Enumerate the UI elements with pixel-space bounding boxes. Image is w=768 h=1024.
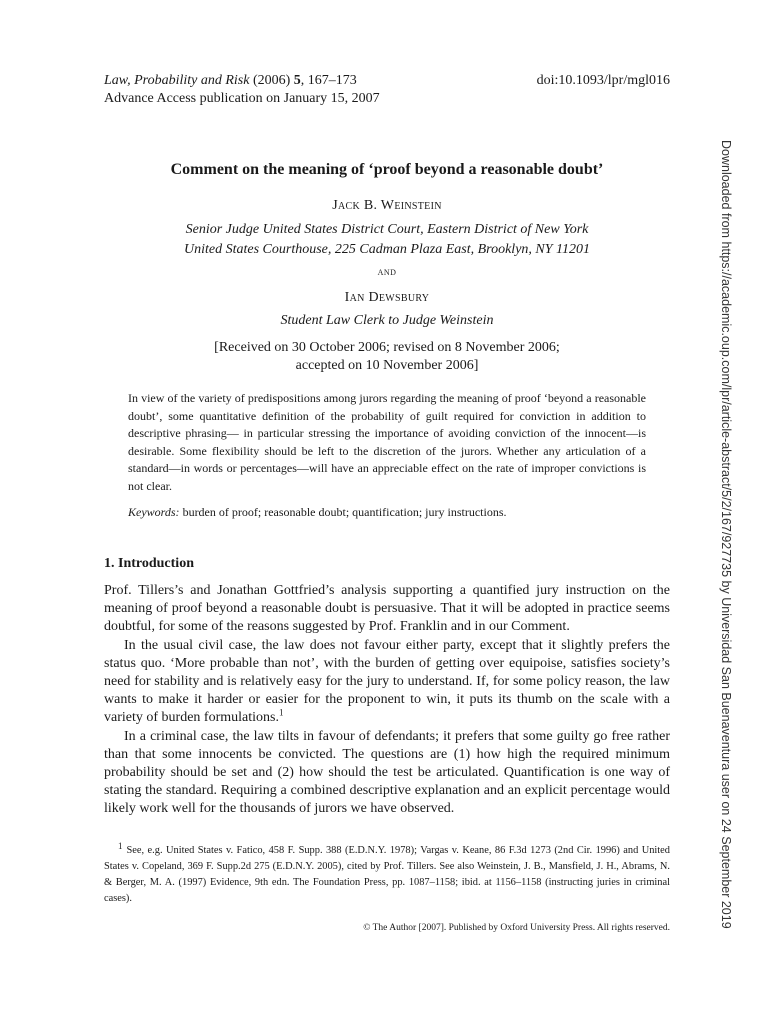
journal-year: (2006): [252, 73, 291, 88]
paragraph-2-text: In the usual civil case, the law does not favour either party, except that it slightly prefers the status quo. ‘More probable than not’, with the burden of getting over equipoise, satisfies society’s need for stability and is relatively easy for the jury to understand. If, for some policy reason, the law wants to make it harder or easier for the proponent to win, it puts its thumb on the scale with a variety of burden formulations.: [104, 637, 670, 726]
article-title: Comment on the meaning of ‘proof beyond a reasonable doubt’: [170, 161, 604, 178]
author-affiliation-1: [104, 220, 670, 260]
journal-line: Law, Probability and Risk (2006) 5, 167–173: [104, 73, 357, 88]
affiliation-line-1: Senior Judge United States District Court, Eastern District of New York: [185, 222, 589, 237]
received-line-1: [Received on 30 October 2006; revised on 8 November 2006;: [214, 340, 560, 355]
paragraph-3: In a criminal case, the law tilts in favour of defendants; it prefers that some guilty go free rather than that some innocents be convicted. The questions are (1) how high the required minimum probability should be set and (2) how should the test be articulated. Quantification is one way of stating the standard. Requiring a combined descriptive explanation and an explicit percentage would likely work well for the thousands of jurors we have observed.: [104, 728, 670, 817]
author-conjunction: and: [377, 266, 397, 278]
journal-citation: [104, 72, 380, 108]
author-name-2: Ian Dewsbury: [344, 290, 430, 305]
keywords: [128, 504, 646, 520]
download-watermark: Downloaded from https://academic.oup.com/lpr/article-abstract/5/2/167/927735 by Universidad San Buenaventura user on 24 September 2019: [719, 140, 733, 929]
journal-volume: 5: [293, 73, 301, 88]
body-text: [104, 582, 670, 819]
author-affiliation-2: Student Law Clerk to Judge Weinstein: [280, 313, 494, 328]
affiliation-line-2: United States Courthouse, 225 Cadman Plaza East, Brooklyn, NY 11201: [184, 242, 590, 257]
abstract: In view of the variety of predispositions among jurors regarding the meaning of proof ‘beyond a reasonable doubt’, some quantitative definition of the probability of guilt required for conviction in addition to descriptive phrasing— in particular stressing the importance of avoiding conviction of the innocent—is desirable. Some flexibility should be left to the discretion of the jurors. Whether any articulation of a standard—in words or percentages—will have an appreciable effect on the rate of improper convictions is not clear.: [128, 391, 646, 493]
footnote-text: See, e.g. United States v. Fatico, 458 F. Supp. 388 (E.D.N.Y. 1978); Vargas v. Keane, 86 F.3d 1273 (2nd Cir. 1996) and United States v. Copeland, 369 F. Supp.2d 275 (E.D.N.Y. 2005), cited by Prof. Tillers. See also Weinstein, J. B., Mansfield, J. H., Abrams, N. & Berger, M. A. (1997) Evidence, 9th edn. The Foundation Press, pp. 1087–1158; ibid. at 1156–1158 (instructing juries in criminal cases).: [104, 845, 670, 904]
journal-pages: 167–173: [307, 73, 357, 88]
keywords-label: Keywords:: [128, 505, 180, 519]
advance-access-line: Advance Access publication on January 15, 2007: [104, 91, 380, 106]
section-heading: 1. Introduction: [104, 556, 194, 571]
author-name-1: Jack B. Weinstein: [332, 198, 442, 213]
keywords-text: burden of proof; reasonable doubt; quantification; jury instructions.: [182, 505, 507, 519]
copyright-notice: © The Author [2007]. Published by Oxford University Press. All rights reserved.: [363, 923, 670, 933]
received-dates: [104, 339, 670, 375]
footnote-mark: 1: [118, 840, 123, 851]
paragraph-2: [104, 637, 670, 728]
paragraph-1: Prof. Tillers’s and Jonathan Gottfried’s analysis supporting a quantified jury instruction on the meaning of proof beyond a reasonable doubt is persuasive. That it will be adopted in practice seems doubtful, for some of the reasons suggested by Prof. Franklin and in our Comment.: [104, 583, 670, 635]
received-line-2: accepted on 10 November 2006]: [295, 358, 479, 373]
doi-link[interactable]: doi:10.1093/lpr/mgl016: [536, 73, 670, 88]
footnote: [104, 840, 670, 907]
journal-name: Law, Probability and Risk: [104, 73, 250, 88]
footnote-reference[interactable]: 1: [278, 707, 284, 718]
